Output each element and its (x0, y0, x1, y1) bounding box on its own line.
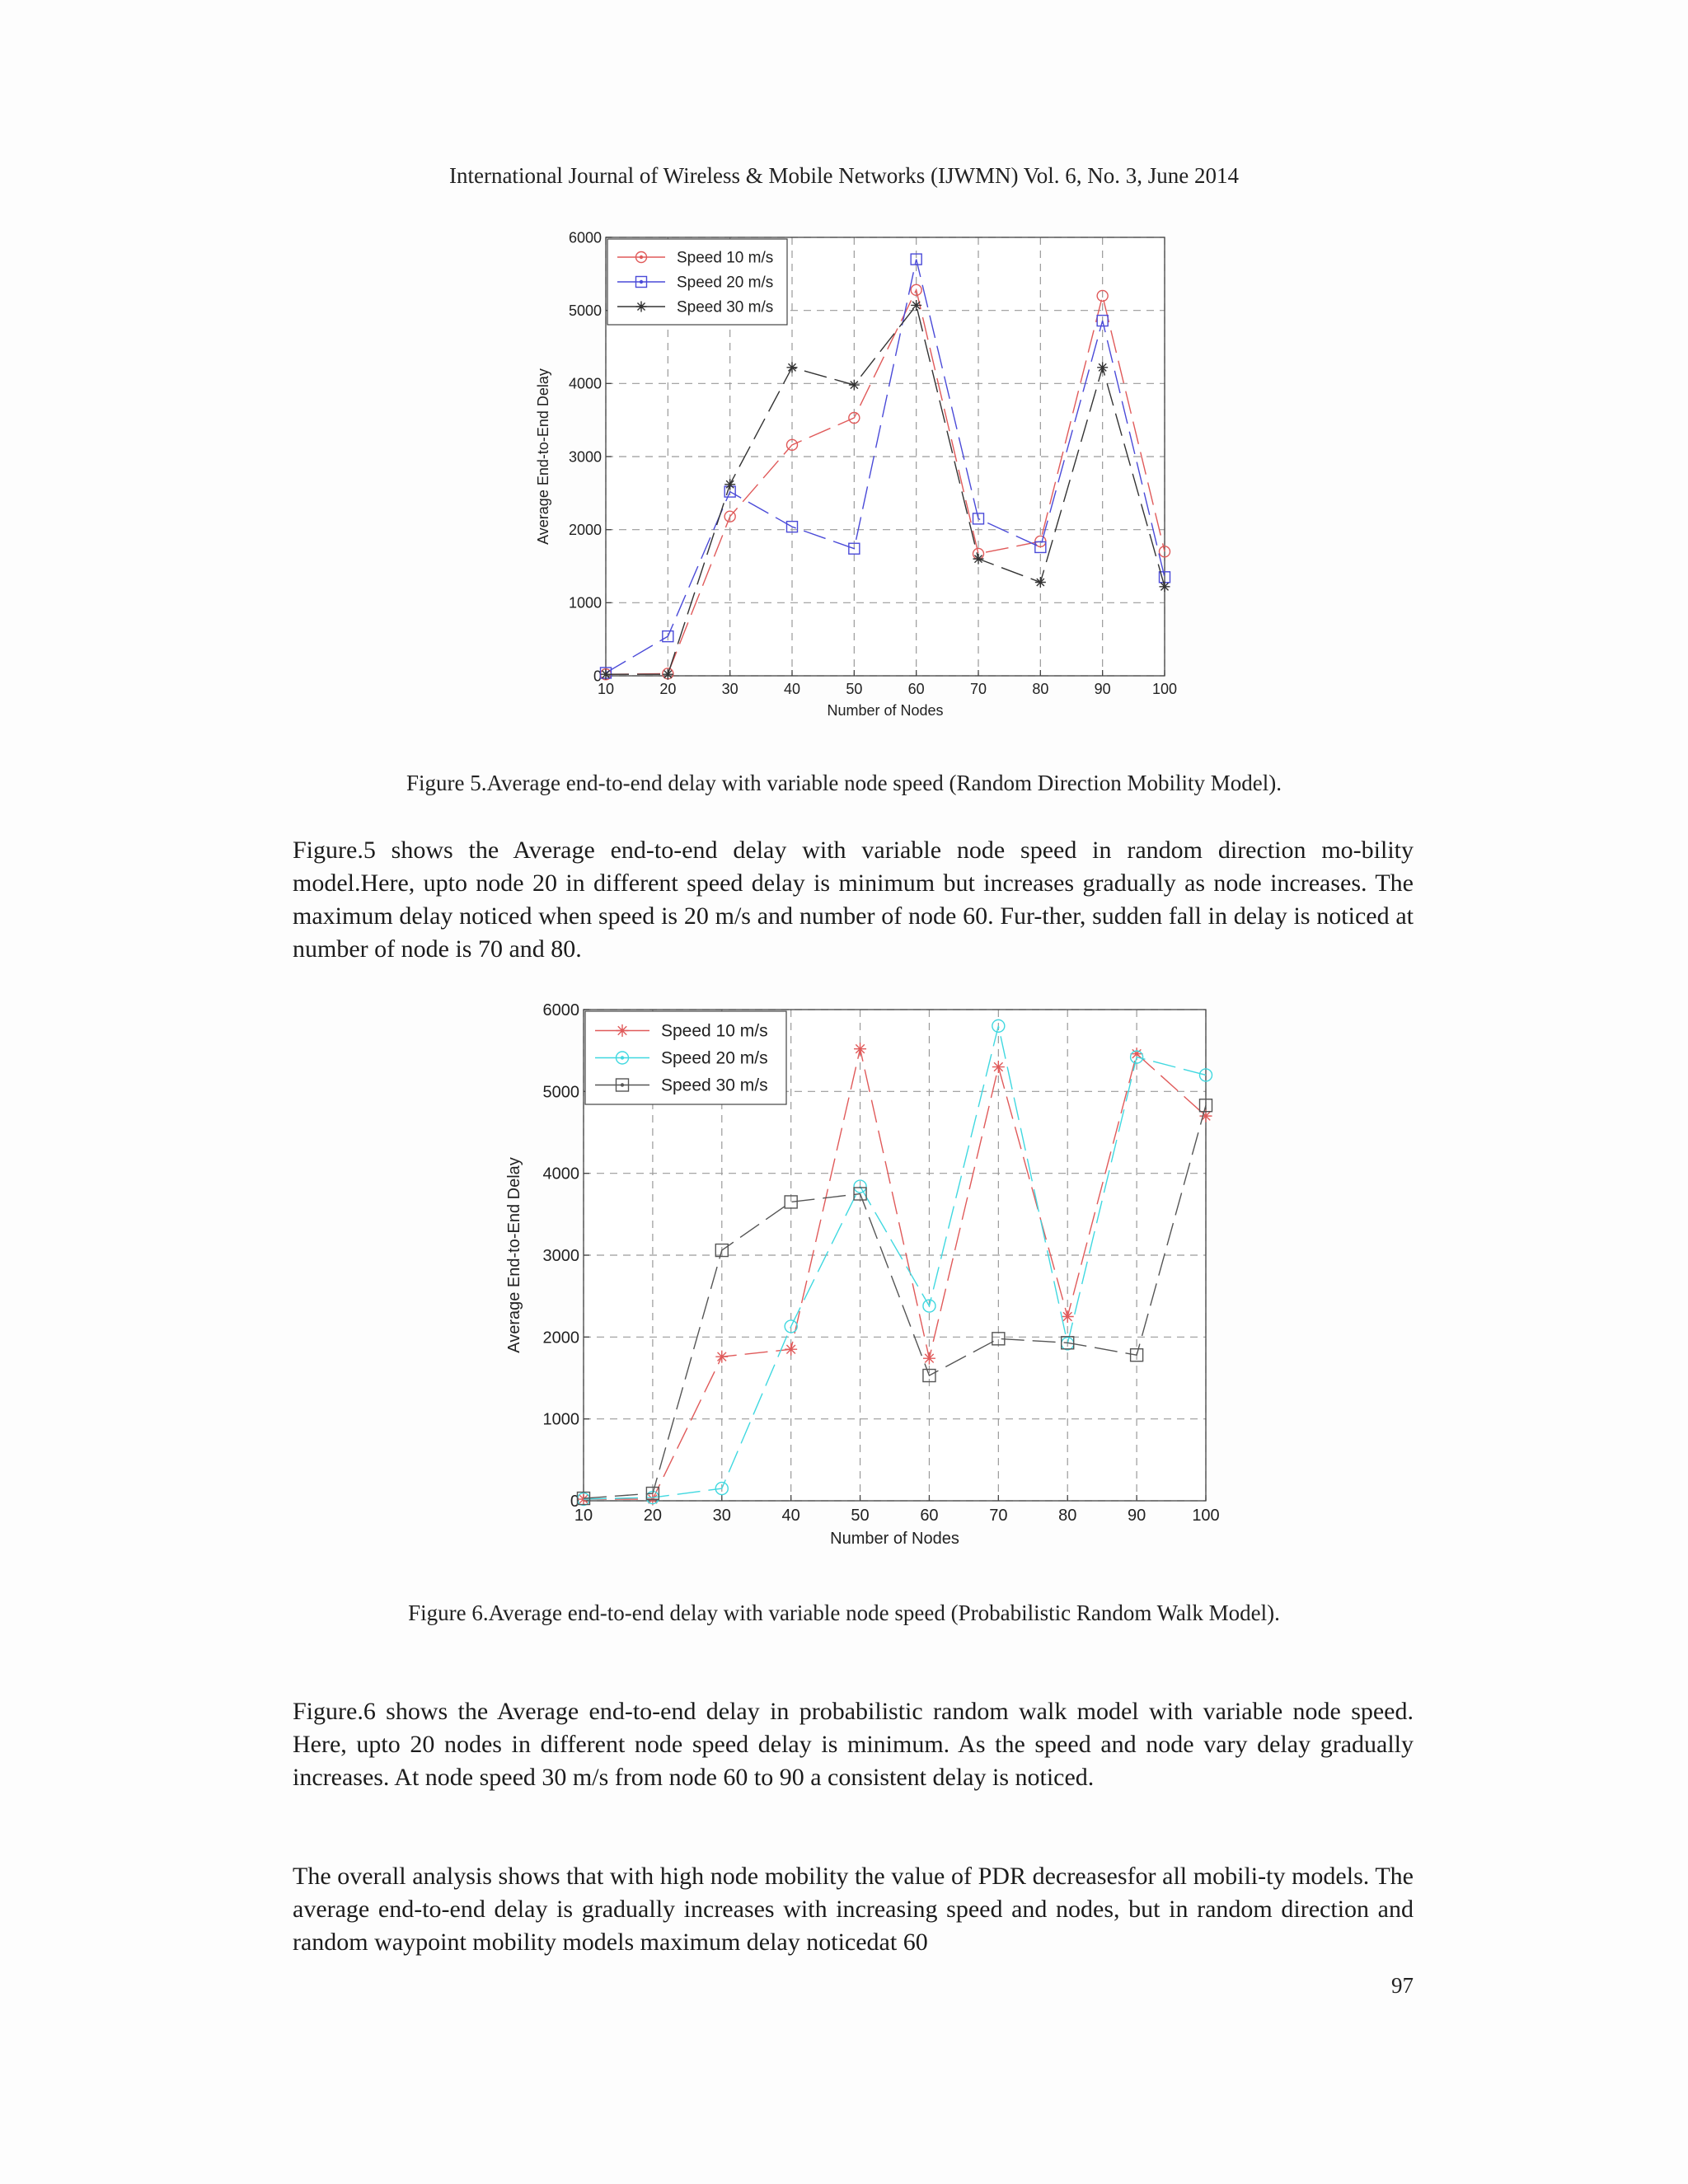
y-tick-label: 5000 (542, 1083, 579, 1102)
figure-5-caption: Figure 5.Average end-to-end delay with variable node speed (Random Direction Mobility Model). (406, 771, 1282, 795)
figure-6-caption: Figure 6.Average end-to-end delay with variable node speed (Probabilistic Random Walk Model). (408, 1601, 1280, 1625)
figure-6-chart (495, 996, 1236, 1564)
x-tick-label: 20 (659, 681, 677, 697)
legend-label: Speed 10 m/s (677, 249, 774, 267)
data-point (787, 362, 798, 373)
y-tick-label: 6000 (568, 229, 602, 246)
y-tick-label: 6000 (542, 1001, 579, 1019)
x-tick-label: 30 (721, 681, 738, 697)
x-tick-label: 20 (643, 1507, 663, 1525)
x-tick-label: 10 (574, 1507, 593, 1525)
figure-5-chart (528, 223, 1187, 733)
legend-dot (621, 1029, 624, 1032)
y-tick-label: 0 (570, 1493, 579, 1511)
legend-label: Speed 30 m/s (661, 1076, 768, 1095)
legend (585, 1011, 786, 1104)
data-point (601, 669, 612, 680)
y-tick-label: 3000 (568, 448, 602, 466)
y-tick-label: 4000 (542, 1165, 579, 1183)
x-tick-label: 100 (1151, 681, 1178, 697)
paragraph-figure-5: Figure.5 shows the Average end-to-end delay with variable node speed in random direction mo-bility model.Here, upto node 20 in different speed delay is minimum but increases gradually as node increases. The maximum delay noticed when speed is 20 m/s and number of node 60. Fur-ther, sudden fall in delay is noticed at number of node is 70 and 80. (293, 837, 1414, 963)
legend-dot (621, 1083, 624, 1086)
y-tick-label: 2000 (568, 521, 602, 538)
y-axis-label: Average End-to-End Delay (505, 1157, 523, 1353)
x-tick-label: 30 (712, 1507, 731, 1525)
legend-label: Speed 20 m/s (661, 1048, 768, 1068)
legend-dot (640, 255, 643, 259)
x-tick-label: 50 (846, 681, 863, 697)
x-tick-label: 70 (969, 681, 987, 697)
x-tick-label: 80 (1058, 1507, 1077, 1525)
y-tick-label: 2000 (542, 1329, 579, 1347)
page-number: 97 (1391, 1973, 1414, 1998)
paragraph-conclusion: The overall analysis shows that with high node mobility the value of PDR decreasesfor all mobili-ty models. The average end-to-end delay is gradually increases with increasing speed and nodes, but in random direction and random waypoint mobility models maximum delay noticedat 60 (293, 1863, 1414, 1956)
x-tick-label: 10 (597, 681, 615, 697)
legend-label: Speed 30 m/s (677, 298, 774, 316)
x-tick-label: 40 (781, 1507, 800, 1525)
x-tick-label: 60 (907, 681, 925, 697)
x-tick-label: 90 (1127, 1507, 1146, 1525)
x-axis-label: Number of Nodes (830, 1530, 959, 1548)
legend-dot (640, 305, 643, 308)
x-tick-label: 70 (989, 1507, 1008, 1525)
x-tick-label: 90 (1094, 681, 1111, 697)
y-tick-label: 5000 (568, 302, 602, 319)
legend (607, 239, 787, 325)
y-tick-label: 0 (593, 668, 602, 685)
x-tick-label: 40 (783, 681, 801, 697)
y-axis-label: Average End-to-End Delay (535, 368, 551, 545)
x-tick-label: 50 (851, 1507, 870, 1525)
legend-dot (640, 280, 643, 284)
y-tick-label: 4000 (568, 375, 602, 392)
x-axis-label: Number of Nodes (827, 702, 944, 719)
x-tick-label: 100 (1192, 1507, 1220, 1525)
x-tick-label: 60 (920, 1507, 939, 1525)
paragraph-figure-6: Figure.6 shows the Average end-to-end delay in probabilistic random walk model with variable node speed. Here, upto 20 nodes in different node speed delay is minimum. As the speed and node vary delay gradually increases. At node speed 30 m/s from node 60 to 90 a consistent delay is noticed. (293, 1698, 1414, 1791)
data-point (715, 1351, 728, 1363)
legend-dot (621, 1056, 624, 1059)
journal-header: International Journal of Wireless & Mobile Networks (IJWMN) Vol. 6, No. 3, June 2014 (448, 163, 1240, 188)
x-tick-label: 80 (1032, 681, 1049, 697)
y-tick-label: 3000 (542, 1247, 579, 1265)
y-tick-label: 1000 (542, 1410, 579, 1429)
y-tick-label: 1000 (568, 594, 602, 612)
legend-label: Speed 10 m/s (661, 1021, 768, 1041)
legend-label: Speed 20 m/s (677, 274, 774, 292)
